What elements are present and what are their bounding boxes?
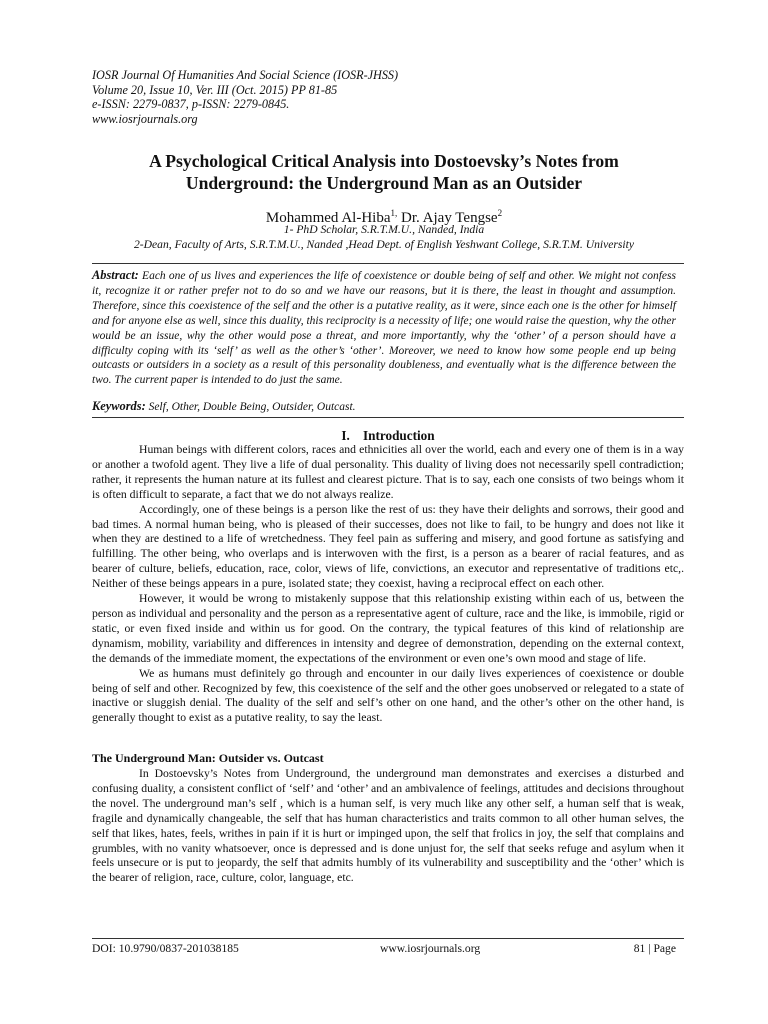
footer-doi: DOI: 10.9790/0837-201038185 <box>92 942 239 955</box>
author-1: Mohammed Al-Hiba <box>265 210 391 226</box>
footer-page-number: 81 | Page <box>633 942 676 955</box>
paragraph: We as humans must definitely go through and encounter in our daily lives experiences of coexistence or double being of self and other. Recognized by few, this coexistence of the self and the other goes unobserved or relegated to a state of inactive or sluggish denial. The duality of the self and self’s other on one hand, and the other’s other on the other hand, is generally thought to exist as a putative reality, to say the least. <box>92 666 684 725</box>
affiliation-1: 1- PhD Scholar, S.R.T.M.U., Nanded, India <box>283 223 485 236</box>
keywords <box>92 399 684 415</box>
journal-header <box>92 68 398 126</box>
section-heading-introduction: I. Introduction <box>341 428 435 443</box>
title-line-1: A Psychological Critical Analysis into Dostoevsky’s Notes from <box>149 151 619 171</box>
paragraph: In Dostoevsky’s Notes from Underground, the underground man demonstrates and exercises a disturbed and confusing duality, a consistent conflict of ‘self’ and ‘other’ and an ambivalence of feelings, attitudes and decisions throughout the novel. The underground man’s self , which is a human self, is very much like any other self, a human self that is weak, fragile and dynamically changeable, the self that has human characteristics and traits common to all other human selves, the self that likes, hates, feels, writhes in pain if it is hurt or impinged upon, the self that frolics in joy, the self that complains and grumbles, with no vanity whatsoever, once is depressed and is done unjust for, the self that seeks refuge and asylum when it feels unsecure or is put to jeopardy, the self that admits humbly of its vulnerability and susceptibility and the ‘other’ which is the bearer of religion, race, culture, color, language, etc. <box>92 767 684 885</box>
abstract-top-rule <box>92 263 684 264</box>
abstract-label: Abstract: <box>92 268 139 282</box>
paragraph: Human beings with different colors, races and ethnicities all over the world, each and every one of them is in a way or another a twofold agent. They live a life of dual personality. This duality of living does not necessarily spell contradiction; rather, it represents the human nature at its fullest and clearest picture. That is to say, each one consists of two beings whom it is often difficult to separate, a fact that we do not always realize. <box>92 443 684 501</box>
paragraph: Accordingly, one of these beings is a person like the rest of us: they have their delights and sorrows, their good and bad times. A normal human being, who is pleased of their successes, does not like to fail, to be hungry and does not like it when they are destined to a life of wretchedness. They feel pain as suffering and misery, and good fortune as satisfying and fulfilling. The other being, who overlaps and is interwoven with the first, is a person as a bearer of racial features, and as bearer of culture, beliefs, education, race, color, views of life, convictions, an executor and representative of traditions etc,. Neither of these beings appears in a pure, isolated state; they coexist, having a reciprocal effect on each other. <box>92 502 684 591</box>
author-1-affil-mark: 1, <box>390 208 398 218</box>
abstract-bottom-rule <box>92 417 684 418</box>
underground-man-body <box>92 767 684 886</box>
abstract <box>92 268 676 388</box>
title-line-2: Underground: the Underground Man as an Outsider <box>185 173 583 193</box>
author-2-affil-mark: 2 <box>497 208 503 218</box>
keywords-label: Keywords: <box>92 399 146 413</box>
paragraph: However, it would be wrong to mistakenly suppose that this relationship existing within each of us, between the person as individual and personality and the person as a representative agent of culture, race and the like, is immobile, rigid or static, or even fixed inside and within us for good. On the contrary, the typical features of this kind of relationship are dynamism, mobility, variability and differences in intensity and degree of demonstration, depending on the external context, the demands of the immediate moment, the expectations of the environment or even one’s own mood and stage of life. <box>92 592 684 665</box>
section-heading-underground-man: The Underground Man: Outsider vs. Outcast <box>92 751 324 765</box>
journal-issn: e-ISSN: 2279-0837, p-ISSN: 2279-0845. <box>92 97 290 112</box>
journal-name: IOSR Journal Of Humanities And Social Science (IOSR-JHSS) <box>92 68 399 82</box>
author-2: Dr. Ajay Tengse <box>397 210 498 226</box>
paper-title <box>80 150 688 194</box>
keywords-text: Self, Other, Double Being, Outsider, Outcast. <box>145 401 356 413</box>
footer-rule <box>92 938 684 939</box>
journal-website: www.iosrjournals.org <box>92 111 198 126</box>
introduction-body <box>92 443 684 726</box>
journal-volume: Volume 20, Issue 10, Ver. III (Oct. 2015) PP 81-85 <box>92 82 338 97</box>
footer-website: www.iosrjournals.org <box>380 942 481 955</box>
affiliation-2: 2-Dean, Faculty of Arts, S.R.T.M.U., Nanded ,Head Dept. of English Yeshwant College, S.R.T.M. University <box>134 238 634 251</box>
abstract-text: Each one of us lives and experiences the life of coexistence or double being of self and other. We might not confess it, recognize it or rather prefer not to do so and we have our reasons, but it is there, the least in thought and assumption. Therefore, since this coexistence of the self and the other is a putative reality, as it were, since each one is the other for himself and for anyone else as well, since this duality, this reciprocity is a necessity of life; one would raise the question, why the other would be an issue, why the other would pose a threat, and more importantly, why the ‘other’ of a person should have a difficulty coping with its ‘self’ as well as the other’s ‘other’. Moreover, we need to know how some people end up being outcasts or outsiders in a society as a result of this personality doubleness, and eventually what is the difference between the two. The current paper is intended to do just the same. <box>92 270 676 387</box>
